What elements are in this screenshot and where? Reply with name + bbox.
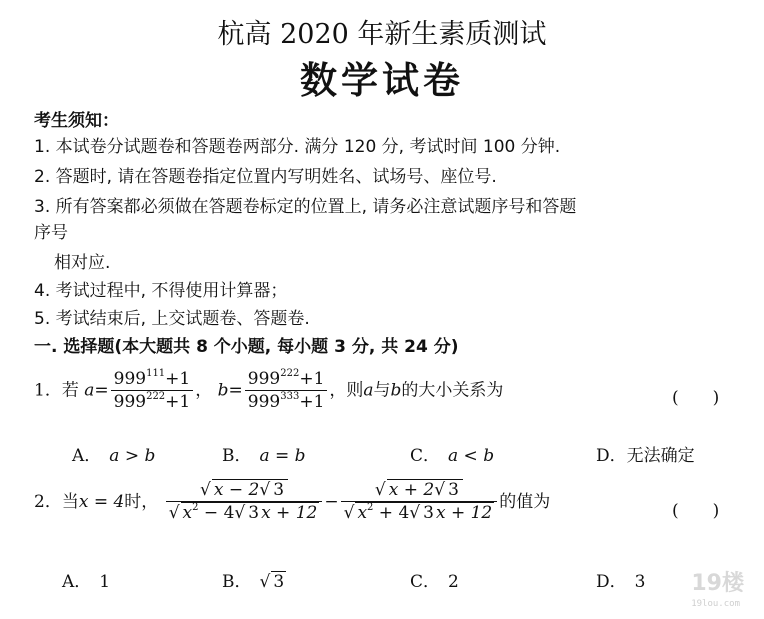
exam-subtitle: 数学试卷 [300,58,464,102]
instruction-3-end: 相对应. [54,253,111,273]
watermark-url: 19lou.com [691,599,740,609]
q2-number: 2． [34,491,62,512]
watermark-logo: 19楼 [691,571,744,596]
instruction-4: 4. 考试过程中, 不得使用计算器； [34,281,288,301]
q2-option-b: B． √ 3 [222,572,285,592]
q2-fraction-2: $\frac{√ x + 2√ 3}{√ x^2 + 4√ 3 x + 12}$ [341,480,498,525]
instruction-3-cont: 序号 [34,223,68,243]
q2-option-d: D． 3 [596,572,646,592]
q2-fraction-1: $\frac{√ x - 2√ 3}{√ x^2 - 4√ 3 x + 12}$ [166,480,323,525]
instructions-heading: 考生须知： [34,111,119,131]
q1-option-d: D．无法确定 [596,446,695,466]
instruction-5: 5. 考试结束后, 上交试题卷、答题卷. [34,309,310,329]
q1-fraction-a: $\frac{999^{111}+1}{999^{222}+1}$ [111,368,194,414]
section-heading: 一. 选择题(本大题共 8 个小题, 每小题 3 分, 共 24 分) [34,337,459,357]
q2-option-a: A． 1 [62,572,111,592]
question-1: 1．若 a= $\frac{999^{111}+1}{999^{222}+1}$ ， b= $\frac{999^{222}+1}{999^{333}+1}$ ，则a与b的大小关系为 [34,368,504,413]
q1-option-c: C． a < b [410,446,495,466]
q1-number: 1． [34,380,62,401]
instruction-2: 2. 答题时, 请在答题卷指定位置内写明姓名、试场号、座位号. [34,167,497,187]
exam-title: 杭高 2020 年新生素质测试 [217,19,547,50]
instruction-3: 3. 所有答案都必须做在答题卷标定的位置上, 请务必注意试题序号和答题 [34,197,577,217]
question-2: 2．当x = 4时， $\frac{√ x - 2√ 3}{√ x^2 - 4√ 3 x + 12}$ − $\frac{√ x + 2√ 3}{√ x^2 + 4√ 3 x + 12}$ 的值为 [34,480,551,524]
instruction-1: 1. 本试卷分试题卷和答题卷两部分. 满分 120 分, 考试时间 100 分钟. [34,137,561,157]
q2-answer-paren: ( ) [672,501,720,521]
q1-option-b: B． a = b [222,446,306,466]
q1-answer-paren: ( ) [672,388,720,408]
q1-option-a: A． a > b [72,446,156,466]
q2-option-c: C． 2 [410,572,459,592]
q1-fraction-b: $\frac{999^{222}+1}{999^{333}+1}$ [245,368,328,414]
